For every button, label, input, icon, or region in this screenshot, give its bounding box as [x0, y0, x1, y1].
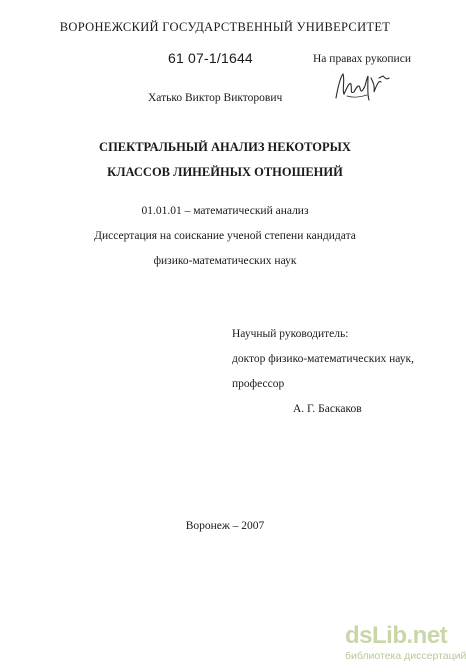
watermark-subtitle: библиотека диссертаций: [345, 650, 466, 662]
watermark-logo: dsLib.net: [345, 622, 448, 649]
rights-note: На правах рукописи: [313, 53, 411, 65]
dissertation-line-1: Диссертация на соискание ученой степени кандидата: [94, 230, 356, 242]
thesis-title-line-1: СПЕКТРАЛЬНЫЙ АНАЛИЗ НЕКОТОРЫХ: [99, 140, 351, 154]
handwritten-signature: [333, 68, 393, 106]
city-year: Воронеж – 2007: [185, 520, 265, 532]
specialty-code: 01.01.01 – математический анализ: [141, 205, 309, 217]
supervisor-name: А. Г. Баскаков: [293, 403, 362, 415]
supervisor-label: Научный руководитель:: [232, 328, 349, 340]
catalog-code: 61 07-1/1644: [168, 50, 253, 66]
university-heading: ВОРОНЕЖСКИЙ ГОСУДАРСТВЕННЫЙ УНИВЕРСИТЕТ: [59, 20, 391, 34]
supervisor-title: профессор: [232, 378, 285, 390]
dslib-watermark[interactable]: [345, 622, 466, 662]
supervisor-degree: доктор физико-математических наук,: [232, 353, 415, 365]
thesis-title-line-2: КЛАССОВ ЛИНЕЙНЫХ ОТНОШЕНИЙ: [107, 165, 343, 179]
author-name: Хатько Виктор Викторович: [148, 92, 283, 104]
dissertation-line-2: физико-математических наук: [153, 255, 297, 267]
